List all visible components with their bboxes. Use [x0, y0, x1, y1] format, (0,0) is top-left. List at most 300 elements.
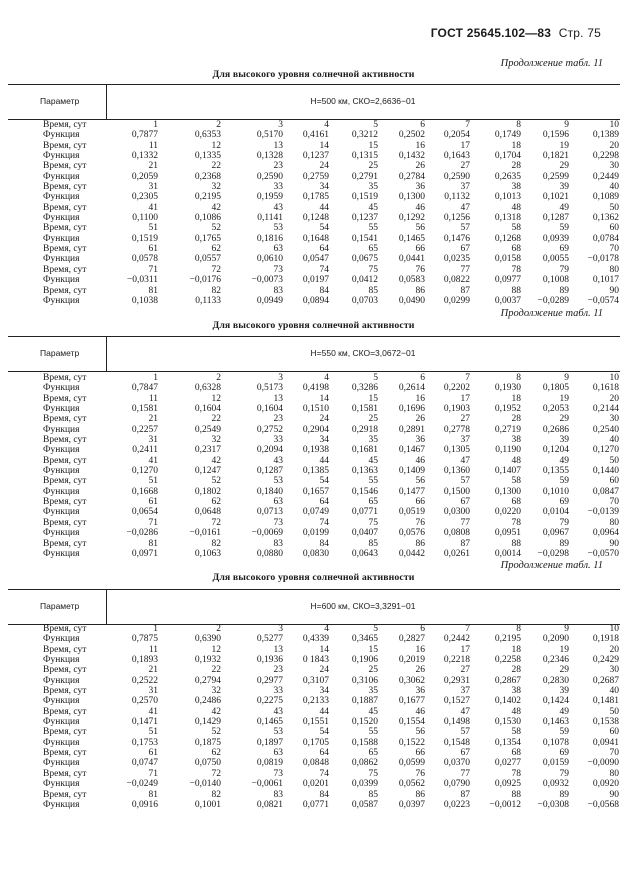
table-cell: 41 — [148, 706, 158, 717]
table-cell: 0,2411 — [132, 445, 158, 456]
table-cell: 64 — [319, 497, 329, 508]
table-cell: 0,7875 — [131, 634, 158, 645]
table-cell: 38 — [511, 182, 521, 193]
table-row — [0, 296, 627, 306]
table-cell: 0,0014 — [494, 548, 521, 559]
table-cell: 0,3286 — [351, 383, 378, 394]
table-cell: 0,0643 — [351, 548, 378, 559]
table-cell: 61 — [148, 748, 158, 759]
table-cell: 0,1078 — [542, 737, 569, 748]
table-cell: 16 — [415, 140, 425, 151]
table-cell: 0,1500 — [443, 486, 470, 497]
row-label: Время, сут — [43, 414, 87, 425]
table-cell: 88 — [511, 789, 521, 800]
table-cell: 14 — [319, 140, 329, 151]
table-cell: 0,2830 — [542, 675, 569, 686]
table-cell: 53 — [273, 727, 283, 738]
table-cell: 0,2486 — [194, 696, 221, 707]
table-cell: 29 — [559, 414, 569, 425]
table-cell: 66 — [415, 748, 425, 759]
table-row — [0, 445, 627, 455]
row-label: Время, сут — [43, 120, 87, 130]
table-cell: 0,0977 — [494, 275, 521, 286]
table-row — [0, 549, 627, 559]
table-cell: 0,0713 — [256, 507, 283, 518]
table-cell: 0,4198 — [302, 383, 329, 394]
table-cell: 13 — [273, 140, 283, 151]
table-cell: 87 — [460, 538, 470, 549]
table-cell: 18 — [511, 644, 521, 655]
table-cell: 21 — [148, 665, 158, 676]
table-cell: 0,0277 — [494, 758, 521, 769]
table-cell: 70 — [609, 244, 619, 255]
table-cell: 64 — [319, 748, 329, 759]
table-cell: 0,0894 — [302, 295, 329, 306]
table-cell: 2 — [216, 373, 221, 383]
table-cell: 0,0771 — [302, 799, 329, 810]
table-cell: 85 — [368, 789, 378, 800]
table-cell: 0,1465 — [398, 233, 425, 244]
table-cell: 0,0808 — [443, 528, 470, 539]
table-cell: 79 — [559, 264, 569, 275]
table-cell: 0,1918 — [592, 634, 619, 645]
table-cell: 78 — [511, 768, 521, 779]
table-cell: 86 — [415, 789, 425, 800]
table-cell: 43 — [273, 455, 283, 466]
table-cell: 36 — [415, 182, 425, 193]
table-cell: 51 — [148, 476, 158, 487]
table-cell: 25 — [368, 161, 378, 172]
table-cell: 38 — [511, 686, 521, 697]
table-row — [0, 383, 627, 393]
table-row — [0, 476, 627, 486]
table-cell: 0,1903 — [443, 404, 470, 415]
table-cell: 5 — [373, 624, 378, 634]
table-cell: 0,3212 — [351, 130, 378, 141]
table-cell: 8 — [516, 373, 521, 383]
table-cell: 0,1328 — [256, 151, 283, 162]
table-cell: 0,2195 — [494, 634, 521, 645]
table-cell: 72 — [211, 264, 221, 275]
table-cell: 0,1318 — [494, 213, 521, 224]
table-row — [0, 394, 627, 404]
param-column-header: Параметр — [40, 601, 80, 611]
table-cell: 15 — [368, 644, 378, 655]
row-label: Функция — [43, 528, 80, 539]
table-cell: 0,0562 — [398, 779, 425, 790]
table-cell: 54 — [319, 223, 329, 234]
table-cell: 45 — [368, 455, 378, 466]
table-cell: 71 — [148, 768, 158, 779]
table-cell: 63 — [273, 748, 283, 759]
table-cell: 0,1805 — [542, 383, 569, 394]
table-cell: 0,1013 — [494, 192, 521, 203]
row-label: Функция — [43, 655, 80, 666]
table-cell: 0,1840 — [256, 486, 283, 497]
table-cell: 0,0784 — [592, 233, 619, 244]
table-cell: 0,1237 — [351, 213, 378, 224]
table-cell: 34 — [319, 182, 329, 193]
table-cell: 33 — [273, 686, 283, 697]
table-cell: 0,1765 — [194, 233, 221, 244]
table-cell: 0,5173 — [256, 383, 283, 394]
row-label: Функция — [43, 779, 80, 790]
table-cell: 0,1256 — [443, 213, 470, 224]
table-cell: 0,1363 — [351, 466, 378, 477]
table-cell: 0,2719 — [494, 424, 521, 435]
table-cell: 58 — [511, 727, 521, 738]
table-cell: 1 — [153, 373, 158, 383]
table-cell: 0,1389 — [592, 130, 619, 141]
table-cell: 26 — [415, 161, 425, 172]
table-row — [0, 130, 627, 140]
table-cell: 0,2195 — [194, 192, 221, 203]
table-cell: 55 — [368, 727, 378, 738]
table-cell: 80 — [609, 768, 619, 779]
table-cell: 1 — [153, 120, 158, 130]
table-cell: −0,0298 — [537, 548, 569, 559]
table-cell: 0,4339 — [302, 634, 329, 645]
table-cell: 0,6390 — [194, 634, 221, 645]
table-cell: 0,1677 — [398, 696, 425, 707]
table-cell: 0,1604 — [194, 404, 221, 415]
table-cell: 35 — [368, 435, 378, 446]
table-cell: 68 — [511, 497, 521, 508]
table-cell: 0,1749 — [494, 130, 521, 141]
table-cell: 31 — [148, 435, 158, 446]
table-cell: 0,2144 — [592, 404, 619, 415]
table-cell: 4 — [324, 624, 329, 634]
table-cell: 87 — [460, 285, 470, 296]
table-cell: 19 — [559, 393, 569, 404]
table-cell: 16 — [415, 644, 425, 655]
table-row — [0, 435, 627, 445]
table-cell: 0,0862 — [351, 758, 378, 769]
table-row — [0, 655, 627, 665]
table-cell: 44 — [319, 455, 329, 466]
table-cell: 36 — [415, 435, 425, 446]
table-cell: 24 — [319, 161, 329, 172]
table-cell: 0,1498 — [443, 717, 470, 728]
table-cell: 0,2759 — [302, 171, 329, 182]
table-cell: 0,1643 — [443, 151, 470, 162]
table-cell: 0,1432 — [398, 151, 425, 162]
table-cell: 8 — [516, 120, 521, 130]
table-cell: 0,0412 — [351, 275, 378, 286]
table-cell: 0,1476 — [443, 233, 470, 244]
table-cell: 0,1581 — [131, 404, 158, 415]
table-cell: 0,1704 — [494, 151, 521, 162]
table-cell: 0,0703 — [351, 295, 378, 306]
table-cell: 0,2931 — [443, 675, 470, 686]
continuation-note: Продолжение табл. 11 — [500, 308, 603, 319]
table-cell: 87 — [460, 789, 470, 800]
table-cell: 0,1875 — [194, 737, 221, 748]
table-cell: 0,1538 — [592, 717, 619, 728]
table-cell: −0,0139 — [587, 507, 619, 518]
table-cell: 0,1471 — [131, 717, 158, 728]
table-cell: 49 — [559, 202, 569, 213]
table-cell: 0,2257 — [131, 424, 158, 435]
table-row — [0, 779, 627, 789]
table-cell: 0,1268 — [494, 233, 521, 244]
table-cell: 71 — [148, 264, 158, 275]
table-cell: 31 — [148, 182, 158, 193]
table-cell: 0,2778 — [443, 424, 470, 435]
table-cell: 89 — [559, 538, 569, 549]
table-header — [8, 336, 620, 372]
table-cell: 0,1424 — [542, 696, 569, 707]
table-cell: 15 — [368, 140, 378, 151]
table-cell: 5 — [373, 120, 378, 130]
table-cell: 0,1354 — [494, 737, 521, 748]
table-cell: 23 — [273, 414, 283, 425]
table-cell: 0,1038 — [131, 295, 158, 306]
table-cell: 0,0654 — [131, 507, 158, 518]
table-cell: 0,3106 — [351, 675, 378, 686]
table-cell: 0,0880 — [256, 548, 283, 559]
table-cell: 0,0300 — [443, 507, 470, 518]
table-cell: 4 — [324, 120, 329, 130]
table-cell: 39 — [559, 686, 569, 697]
table-cell: 75 — [368, 768, 378, 779]
table-cell: 0,0407 — [351, 528, 378, 539]
table-row — [0, 487, 627, 497]
table-row — [0, 223, 627, 233]
table-row — [0, 456, 627, 466]
table-cell: 0,1520 — [351, 717, 378, 728]
table-cell: 0,1596 — [542, 130, 569, 141]
table-row — [0, 738, 627, 748]
table-cell: 0,1362 — [592, 213, 619, 224]
table-cell: 0,2977 — [256, 675, 283, 686]
table-cell: 76 — [415, 517, 425, 528]
table-cell: 0,2614 — [398, 383, 425, 394]
table-cell: 0,0916 — [131, 799, 158, 810]
table-cell: 0,1190 — [495, 445, 521, 456]
table-row — [0, 645, 627, 655]
table-cell: 54 — [319, 727, 329, 738]
table-cell: 0,1477 — [398, 486, 425, 497]
table-cell: 0,1821 — [542, 151, 569, 162]
table-cell: 55 — [368, 476, 378, 487]
table-cell: 69 — [559, 497, 569, 508]
table-cell: 2 — [216, 624, 221, 634]
table-cell: 80 — [609, 264, 619, 275]
table-cell: 17 — [460, 393, 470, 404]
table-cell: 0,1010 — [542, 486, 569, 497]
table-cell: 0,2275 — [256, 696, 283, 707]
table-cell: 0,1429 — [194, 717, 221, 728]
table-cell: 75 — [368, 264, 378, 275]
table-cell: 0,0821 — [256, 799, 283, 810]
row-label: Функция — [43, 151, 80, 162]
table-cell: 0,0397 — [398, 799, 425, 810]
table-cell: 0,1696 — [398, 404, 425, 415]
table-cell: 0,2258 — [494, 655, 521, 666]
table-cell: 0,2891 — [398, 424, 425, 435]
row-label: Время, сут — [43, 285, 87, 296]
table-cell: 50 — [609, 455, 619, 466]
table-cell: 85 — [368, 285, 378, 296]
continuation-note: Продолжение табл. 11 — [500, 58, 603, 69]
table-cell: 0,2791 — [351, 171, 378, 182]
table-cell: 0 1843 — [302, 655, 329, 666]
table-cell: 0,0920 — [592, 779, 619, 790]
table-cell: 0,2094 — [256, 445, 283, 456]
table-cell: −0,0570 — [587, 548, 619, 559]
table-row — [0, 665, 627, 675]
row-label: Время, сут — [43, 517, 87, 528]
table-cell: 23 — [273, 161, 283, 172]
table-cell: 10 — [609, 624, 619, 634]
table-cell: 0,1287 — [542, 213, 569, 224]
table-cell: −0,0161 — [189, 528, 221, 539]
table-cell: 0,1510 — [302, 404, 329, 415]
table-cell: 0,1519 — [351, 192, 378, 203]
table-cell: −0,0178 — [587, 254, 619, 265]
table-cell: 0,1332 — [131, 151, 158, 162]
table-cell: 7 — [465, 624, 470, 634]
row-label: Функция — [43, 758, 80, 769]
table-cell: 0,0749 — [302, 507, 329, 518]
table-cell: 10 — [609, 373, 619, 383]
table-cell: 28 — [511, 161, 521, 172]
table-cell: 9 — [564, 624, 569, 634]
table-cell: 0,2522 — [131, 675, 158, 686]
table-cell: 86 — [415, 538, 425, 549]
table-cell: 0,1465 — [256, 717, 283, 728]
table-cell: 0,0201 — [302, 779, 329, 790]
table-cell: 22 — [211, 161, 221, 172]
table-cell: 32 — [211, 435, 221, 446]
row-label: Время, сут — [43, 644, 87, 655]
table-cell: 80 — [609, 517, 619, 528]
table-cell: 0,1554 — [398, 717, 425, 728]
table-cell: 0,0610 — [256, 254, 283, 265]
altitude-header: H=550 км, СКО=3,0672−01 — [310, 348, 416, 358]
table-cell: 0,0847 — [592, 486, 619, 497]
table-cell: 29 — [559, 665, 569, 676]
table-cell: 67 — [460, 497, 470, 508]
table-cell: 0,2867 — [494, 675, 521, 686]
table-cell: −0,0061 — [251, 779, 283, 790]
table-cell: 0,2218 — [443, 655, 470, 666]
table-cell: 67 — [460, 748, 470, 759]
table-cell: 27 — [460, 665, 470, 676]
table-cell: 0,1753 — [131, 737, 158, 748]
table-cell: 0,1952 — [494, 404, 521, 415]
table-cell: 0,0750 — [194, 758, 221, 769]
table-cell: 0,2570 — [131, 696, 158, 707]
table-cell: 63 — [273, 244, 283, 255]
table-cell: 13 — [273, 644, 283, 655]
table-cell: 0,2429 — [592, 655, 619, 666]
param-column-header: Параметр — [40, 348, 80, 358]
page-header — [431, 26, 601, 40]
table-row — [0, 213, 627, 223]
row-label: Функция — [43, 486, 80, 497]
table-header — [8, 84, 620, 120]
table-cell: 6 — [420, 373, 425, 383]
table-cell: 69 — [559, 244, 569, 255]
table-cell: 0,0822 — [443, 275, 470, 286]
table-cell: 52 — [211, 223, 221, 234]
table-cell: 42 — [211, 202, 221, 213]
row-label: Функция — [43, 799, 80, 810]
table-cell: 56 — [415, 476, 425, 487]
table-cell: 72 — [211, 768, 221, 779]
table-row — [0, 727, 627, 737]
row-label: Функция — [43, 130, 80, 141]
table-cell: 0,2827 — [398, 634, 425, 645]
row-label: Функция — [43, 275, 80, 286]
table-cell: 90 — [609, 538, 619, 549]
table-cell: 9 — [564, 373, 569, 383]
table-cell: 74 — [319, 517, 329, 528]
table-cell: 25 — [368, 414, 378, 425]
table-cell: −0,0249 — [126, 779, 158, 790]
row-label: Время, сут — [43, 748, 87, 759]
row-label: Функция — [43, 383, 80, 394]
table-cell: 0,0675 — [351, 254, 378, 265]
table-row — [0, 234, 627, 244]
table-cell: 0,0583 — [398, 275, 425, 286]
section-title: Для высокого уровня солнечной активности — [212, 69, 415, 80]
table-cell: 69 — [559, 748, 569, 759]
table-cell: 0,1588 — [351, 737, 378, 748]
table-cell: 0,1247 — [194, 466, 221, 477]
table-cell: 17 — [460, 644, 470, 655]
table-cell: 0,7877 — [131, 130, 158, 141]
table-cell: 0,1385 — [302, 466, 329, 477]
table-cell: 77 — [460, 768, 470, 779]
table-cell: 0,1551 — [302, 717, 329, 728]
table-cell: 0,0158 — [494, 254, 521, 265]
altitude-header: H=600 км, СКО=3,3291−01 — [310, 601, 416, 611]
table-cell: 0,0771 — [351, 507, 378, 518]
table-cell: 88 — [511, 538, 521, 549]
table-cell: 0,0442 — [398, 548, 425, 559]
table-cell: 59 — [559, 476, 569, 487]
table-cell: 8 — [516, 624, 521, 634]
table-cell: 0,2449 — [592, 171, 619, 182]
table-cell: −0,0140 — [189, 779, 221, 790]
row-label: Время, сут — [43, 686, 87, 697]
table-cell: 71 — [148, 517, 158, 528]
table-cell: 41 — [148, 455, 158, 466]
table-cell: 14 — [319, 393, 329, 404]
table-row — [0, 161, 627, 171]
table-cell: 0,2590 — [443, 171, 470, 182]
table-cell: 44 — [319, 706, 329, 717]
table-cell: 34 — [319, 686, 329, 697]
table-cell: 0,1481 — [592, 696, 619, 707]
table-cell: 6 — [420, 120, 425, 130]
table-cell: 22 — [211, 665, 221, 676]
table-cell: −0,0069 — [251, 528, 283, 539]
table-cell: 83 — [273, 538, 283, 549]
table-cell: 88 — [511, 285, 521, 296]
table-cell: 62 — [211, 244, 221, 255]
row-label: Функция — [43, 445, 80, 456]
table-cell: 20 — [609, 644, 619, 655]
table-cell: 33 — [273, 182, 283, 193]
table-cell: 49 — [559, 455, 569, 466]
table-cell: 57 — [460, 727, 470, 738]
table-cell: 20 — [609, 393, 619, 404]
table-cell: 0,2442 — [443, 634, 470, 645]
